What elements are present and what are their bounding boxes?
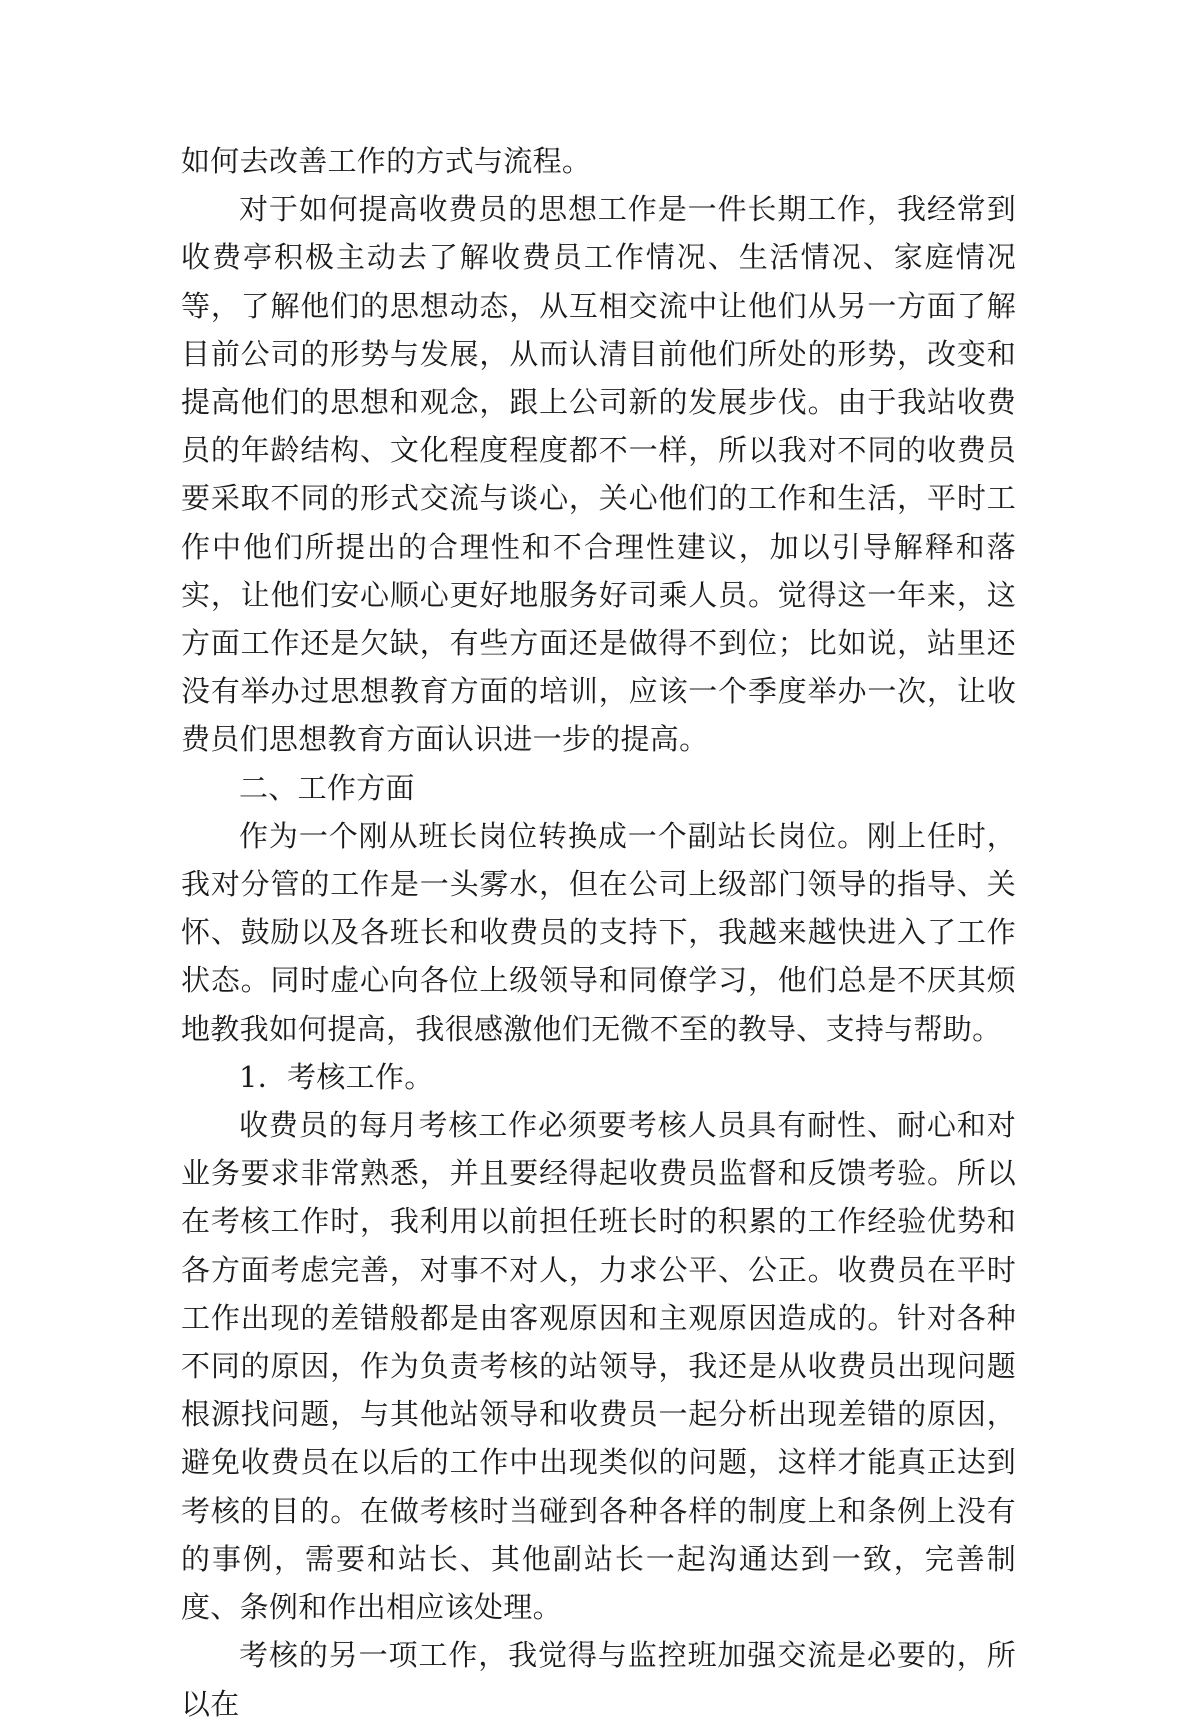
paragraph-5: 考核的另一项工作，我觉得与监控班加强交流是必要的，所以在 (181, 1638, 1016, 1721)
paragraph-2: 对于如何提高收费员的思想工作是一件长期工作，我经常到收费亭积极主动去了解收费员工作情况、生活情况、家庭情况等，了解他们的思想动态，从互相交流中让他们从另一方面了解目前公司的形势与发展，从而认清目前他们所处的形势，改变和提高他们的思想和观念，跟上公司新的发展步伐。由于我站收费员的年龄结构、文化程度程度都不一样，所以我对不同的收费员要采取不同的形式交流与谈心，关心他们的工作和生活，平时工作中他们所提出的合理性和不合理性建议，加以引导解释和落实，让他们安心顺心更好地服务好司乘人员。觉得这一年来，这方面工作还是欠缺，有些方面还是做得不到位；比如说，站里还没有举办过思想教育方面的培训，应该一个季度举办一次，让收费员们思想教育方面认识进一步的提高。 (181, 192, 1016, 757)
paragraph-3: 作为一个刚从班长岗位转换成一个副站长岗位。刚上任时，我对分管的工作是一头雾水，但在公司上级部门领导的指导、关怀、鼓励以及各班长和收费员的支持下，我越来越快进入了工作状态。同时虚心向各位上级领导和同僚学习，他们总是不厌其烦地教我如何提高，我很感激他们无微不至的教导、支持与帮助。 (181, 818, 1016, 1046)
subsection-heading-assessment: 1．考核工作。 (239, 1059, 434, 1094)
paragraph-4: 收费员的每月考核工作必须要考核人员具有耐性、耐心和对业务要求非常熟悉，并且要经得起收费员监督和反馈考验。所以在考核工作时，我利用以前担任班长时的积累的工作经验优势和各方面考虑完善，对事不对人，力求公平、公正。收费员在平时工作出现的差错般都是由客观原因和主观原因造成的。针对各种不同的原因，作为负责考核的站领导，我还是从收费员出现问题根源找问题，与其他站领导和收费员一起分析出现差错的原因，避免收费员在以后的工作中出现类似的问题，这样才能真正达到考核的目的。在做考核时当碰到各种各样的制度上和条例上没有的事例，需要和站长、其他副站长一起沟通达到一致，完善制度、条例和作出相应该处理。 (181, 1108, 1016, 1625)
section-heading-work: 二、工作方面 (239, 770, 415, 805)
paragraph-1: 如何去改善工作的方式与流程。 (181, 144, 592, 178)
document-body (181, 137, 1016, 1728)
